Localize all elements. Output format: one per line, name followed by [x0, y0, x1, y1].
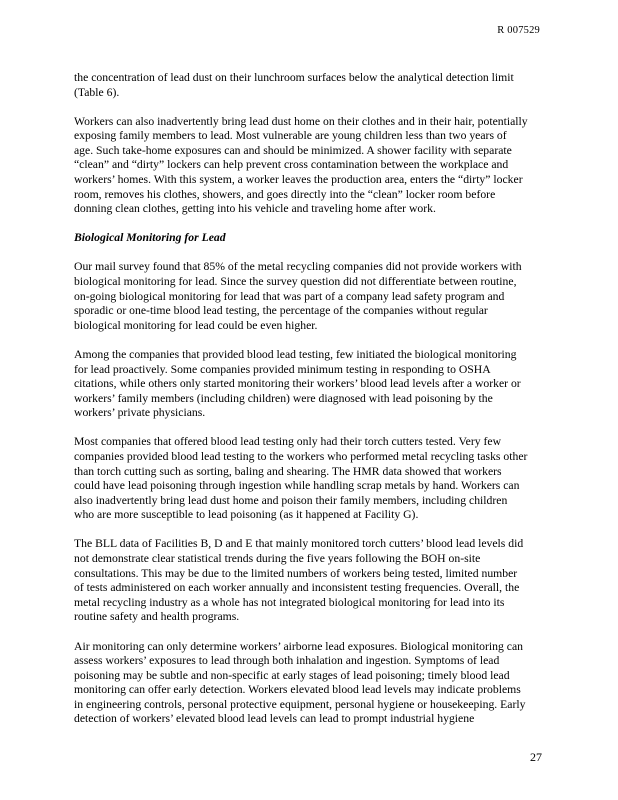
paragraph: [74, 115, 544, 217]
text-line: (Table 6).: [74, 85, 120, 99]
paragraph: [74, 71, 544, 100]
text-line: Among the companies that provided blood lead testing, few initiated the biological monitoring: [74, 347, 517, 361]
text-line: exposing family members to lead. Most vulnerable are young children less than two years of: [74, 129, 507, 143]
text-line: who are more susceptible to lead poisoning (as it happened at Facility G).: [74, 508, 419, 522]
text-line: The BLL data of Facilities B, D and E that mainly monitored torch cutters’ blood lead levels did: [74, 537, 524, 551]
text-line: metal recycling industry as a whole has not integrated biological monitoring for lead into its: [74, 595, 505, 609]
text-line: Air monitoring can only determine workers’ airborne lead exposures. Biological monitoring can: [74, 639, 523, 653]
text-line: room, removes his clothes, showers, and goes directly into the “clean” locker room before: [74, 187, 496, 201]
text-line: consultations. This may be due to the limited numbers of workers being tested, limited number: [74, 566, 518, 580]
text-line: than torch cutting such as sorting, baling and shearing. The HMR data showed that workers: [74, 464, 502, 478]
text-line: the concentration of lead dust on their lunchroom surfaces below the analytical detection limit: [74, 71, 514, 84]
text-line: sporadic or one-time blood lead testing, the percentage of the companies without regular: [74, 304, 488, 318]
text-line: in engineering controls, personal protective equipment, personal hygiene or housekeeping. Early: [74, 697, 526, 711]
text-line: Most companies that offered blood lead testing only had their torch cutters tested. Very few: [74, 435, 502, 449]
text-line: Workers can also inadvertently bring lead dust home on their clothes and in their hair, potentially: [74, 114, 528, 128]
page-number: 27: [530, 750, 542, 764]
text-line: for lead proactively. Some companies provided minimum testing in responding to OSHA: [74, 362, 491, 376]
paragraph: [74, 348, 544, 421]
section-heading: Biological Monitoring for Lead: [74, 231, 226, 245]
text-line: biological monitoring for lead could be even higher.: [74, 318, 318, 332]
text-line: workers’ private physicians.: [74, 406, 206, 420]
text-line: monitoring can offer early detection. Workers elevated blood lead levels may indicate problems: [74, 683, 521, 697]
text-line: could have lead poisoning through ingestion while handling scrap metals by hand. Workers can: [74, 479, 520, 493]
document-body: [74, 71, 544, 742]
text-line: “clean” and “dirty” lockers can help prevent cross contamination between the workplace and: [74, 158, 509, 172]
text-line: donning clean clothes, getting into his vehicle and traveling home after work.: [74, 202, 436, 216]
paragraph: [74, 640, 544, 728]
paragraph: [74, 435, 544, 523]
text-line: age. Such take-home exposures can and should be minimized. A shower facility with separate: [74, 143, 512, 157]
text-line: not demonstrate clear statistical trends during the five years following the BOH on-site: [74, 552, 481, 566]
text-line: biological monitoring for lead. Since the survey question did not differentiate between routine,: [74, 275, 517, 289]
text-line: assess workers’ exposures to lead through both inhalation and ingestion. Symptoms of lead: [74, 654, 500, 668]
text-line: citations, while others only started monitoring their workers’ blood lead levels after a worker or: [74, 377, 521, 391]
text-line: workers’ homes. With this system, a worker leaves the production area, enters the “dirty” locker: [74, 173, 523, 187]
document-id: R 007529: [497, 25, 540, 36]
text-line: companies provided blood lead testing to the workers who performed metal recycling tasks other: [74, 449, 528, 463]
paragraph: [74, 260, 544, 333]
text-line: poisoning may be subtle and non-specific at early stages of lead poisoning; timely blood lead: [74, 668, 510, 682]
text-line: Our mail survey found that 85% of the metal recycling companies did not provide workers with: [74, 260, 522, 274]
paragraph: [74, 537, 544, 625]
text-line: detection of workers’ elevated blood lead levels can lead to prompt industrial hygiene: [74, 712, 475, 726]
text-line: on-going biological monitoring for lead that was part of a company lead safety program and: [74, 289, 505, 303]
text-line: workers’ family members (including children) were diagnosed with lead poisoning by the: [74, 391, 493, 405]
text-line: also inadvertently bring lead dust home and poison their family members, including children: [74, 493, 508, 507]
text-line: of tests administered on each worker annually and inconsistent testing frequencies. Overall, the: [74, 581, 520, 595]
text-line: routine safety and health programs.: [74, 610, 240, 624]
